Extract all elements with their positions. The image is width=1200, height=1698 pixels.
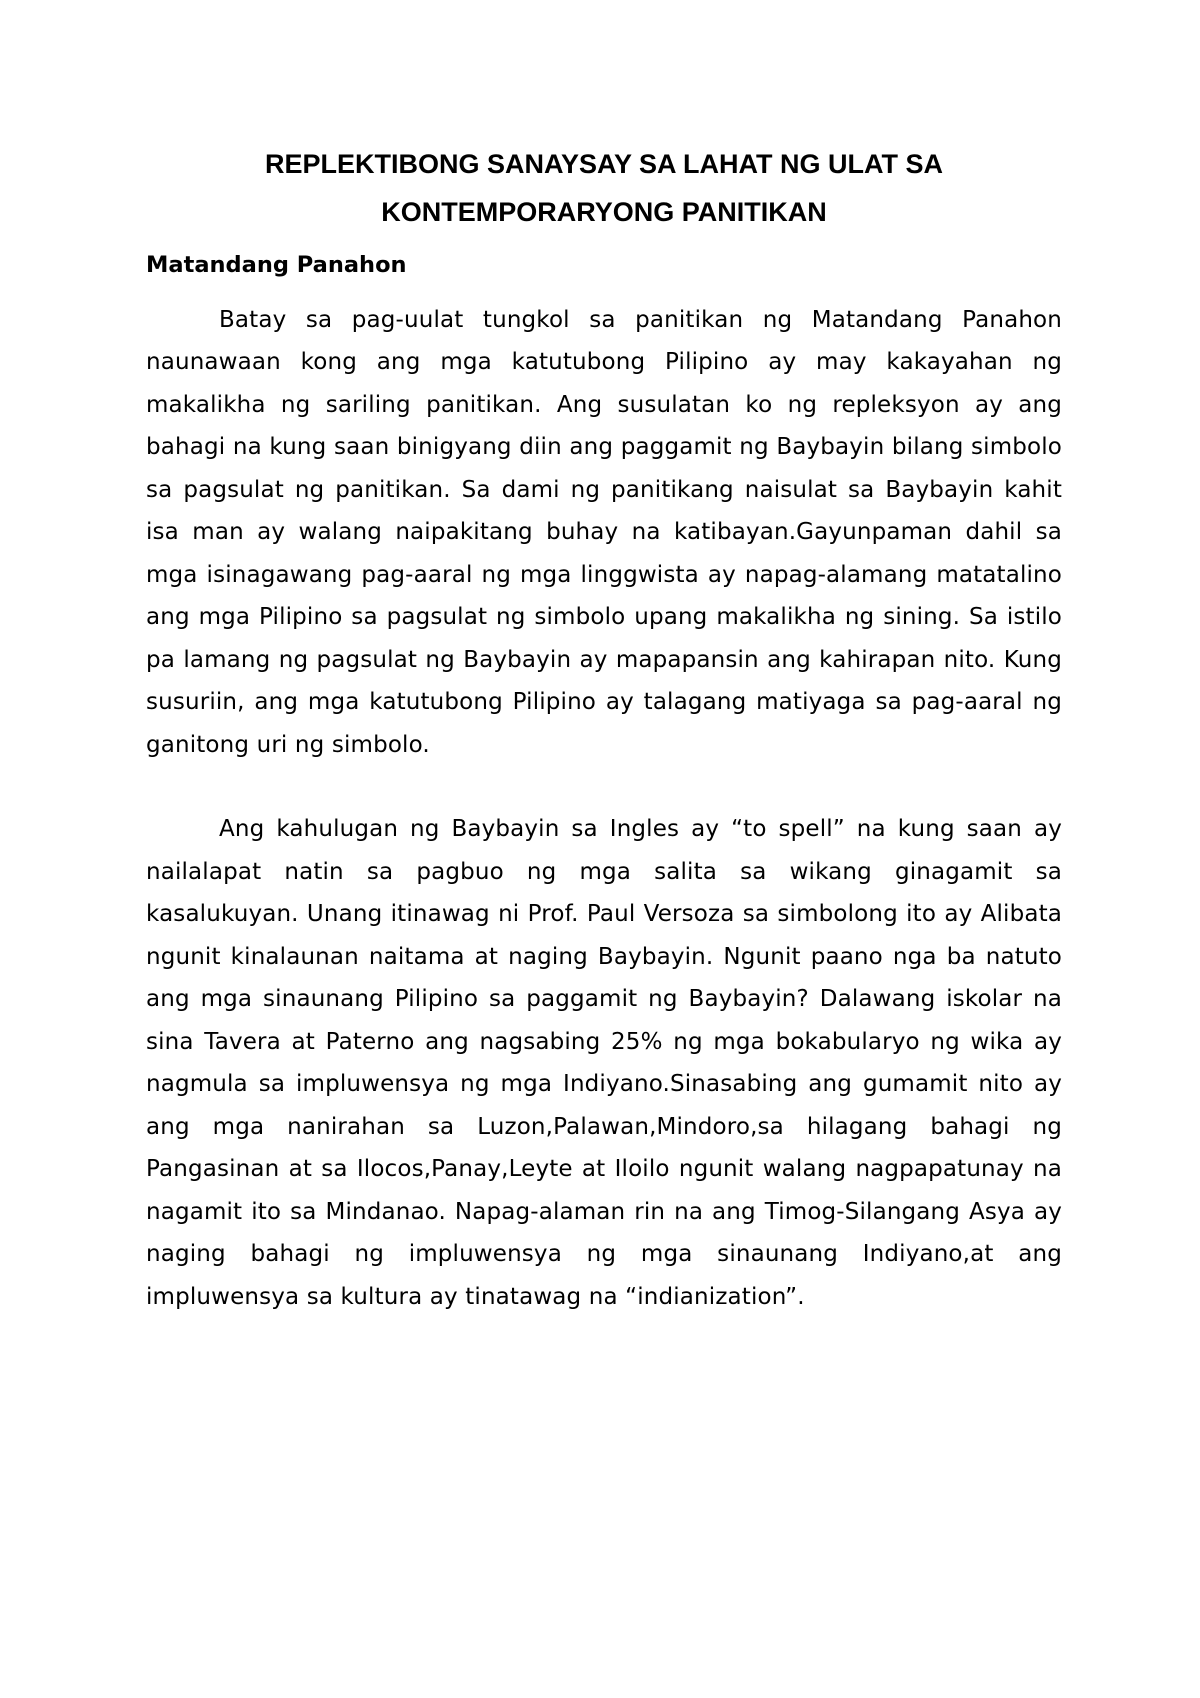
section-heading: Matandang Panahon — [146, 252, 407, 278]
document-title — [146, 140, 1062, 236]
title-line-1: REPLEKTIBONG SANAYSAY SA LAHAT NG ULAT SA — [264, 149, 944, 179]
document-body — [146, 140, 1062, 1318]
paragraph-1: Batay sa pag-uulat tungkol sa panitikan ng Matandang Panahon naunawaan kong ang mga katutubong Pilipino ay may kakayahan ng makalikha ng sariling panitikan. Ang susulatan ko ng repleksyon ay ang bahagi na kung saan binigyang diin ang paggamit ng Baybayin bilang simbolo sa pagsulat ng panitikan. Sa dami ng panitikang naisulat sa Baybayin kahit isa man ay walang naipakitang buhay na katibayan.Gayunpaman dahil sa mga isinagawang pag-aaral ng mga linggwista ay napag-alamang matatalino ang mga Pilipino sa pagsulat ng simbolo upang makalikha ng sining. Sa istilo pa lamang ng pagsulat ng Baybayin ay mapapansin ang kahirapan nito. Kung susuriin, ang mga katutubong Pilipino ay talagang matiyaga sa pag-aaral ng ganitong uri ng simbolo. — [146, 306, 1062, 758]
title-line-2: KONTEMPORARYONG PANITIKAN — [381, 197, 827, 227]
paragraph-2: Ang kahulugan ng Baybayin sa Ingles ay “to spell” na kung saan ay nailalapat natin sa pagbuo ng mga salita sa wikang ginagamit sa kasalukuyan. Unang itinawag ni Prof. Paul Versoza sa simbolong ito ay Alibata ngunit kinalaunan naitama at naging Baybayin. Ngunit paano nga ba natuto ang mga sinaunang Pilipino sa paggamit ng Baybayin? Dalawang iskolar na sina Tavera at Paterno ang nagsabing 25% ng mga bokabularyo ng wika ay nagmula sa impluwensya ng mga Indiyano.Sinasabing ang gumamit nito ay ang mga nanirahan sa Luzon,Palawan,Mindoro,sa hilagang bahagi ng Pangasinan at sa Ilocos,Panay,Leyte at Iloilo ngunit walang nagpapatunay na nagamit ito sa Mindanao. Napag-alaman rin na ang Timog-Silangang Asya ay naging bahagi ng impluwensya ng mga sinaunang Indiyano,at ang impluwensya sa kultura ay tinatawag na “indianization”. — [146, 816, 1062, 1310]
